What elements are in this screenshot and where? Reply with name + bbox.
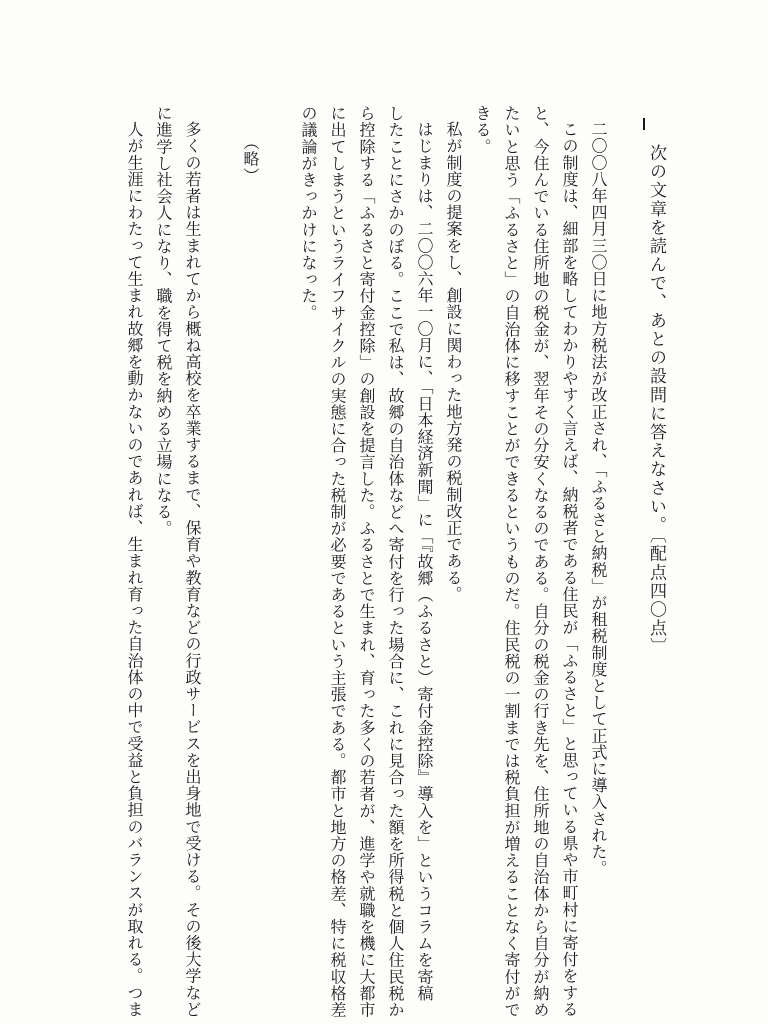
text-line-7: はじまりは、二〇〇六年一〇月に、「日本経済新聞」に「『故郷（ふるさと）寄付金控除』導入を」というコラムを寄稿	[415, 121, 434, 1002]
text-line-5: きる。	[473, 105, 492, 155]
text-line-9: ら控除する「ふるさと寄付金控除」の創設を提言した。ふるさとで生まれ、育った多くの若者が、進学や就職を機に大都市	[357, 105, 376, 1018]
question-heading: 次の文章を読んで、あとの設問に答えなさい。〔配点四〇点〕	[646, 144, 666, 657]
text-line-12: 多くの若者は生まれてから概ね高校を卒業するまで、保育や教育などの行政サービスを出身地で受ける。その後大学など	[183, 121, 202, 1018]
text-line-13: に進学し社会人になり、職を得て税を納める立場になる。	[154, 105, 173, 537]
text-line-3: と、今住んでいる住所地の税金が、翌年その分安くなるのである。自分の税金の行き先を、住所地の自治体から自分が納め	[531, 105, 550, 1018]
text-line-6: 私が制度の提案をし、創設に関わった地方発の税制改正である。	[444, 121, 463, 603]
omission-mark: （略）	[241, 134, 260, 184]
text-line-8: したことにさかのぼる。ここで私は、故郷の自治体などへ寄付を行った場合に、これに見合った額を所得税と個人住民税か	[386, 105, 405, 1018]
text-line-4: たいと思う「ふるさと」の自治体に移すことができるというものだ。住民税の一割までは税負担が増えることなく寄付がで	[502, 105, 521, 1018]
question-number-mark	[643, 118, 645, 130]
text-line-10: に出てしまうというライフサイクルの実態に合った税制が必要であるという主張である。都市と地方の格差、特に税収格差	[328, 105, 347, 1018]
text-line-14: 人が生涯にわたって生まれ故郷を動かないのであれば、生まれ育った自治体の中で受益と負担のバランスが取れる。つま	[125, 121, 144, 1018]
text-line-1: 二〇〇八年四月三〇日に地方税法が改正され、「ふるさと納税」が租税制度として正式に導入された。	[589, 121, 608, 877]
text-line-2: この制度は、細部を略してわかりやすく言えば、納税者である住民が「ふるさと」と思っている県や市町村に寄付をする	[560, 121, 579, 1018]
text-line-11: の議論がきっかけになった。	[299, 105, 318, 321]
